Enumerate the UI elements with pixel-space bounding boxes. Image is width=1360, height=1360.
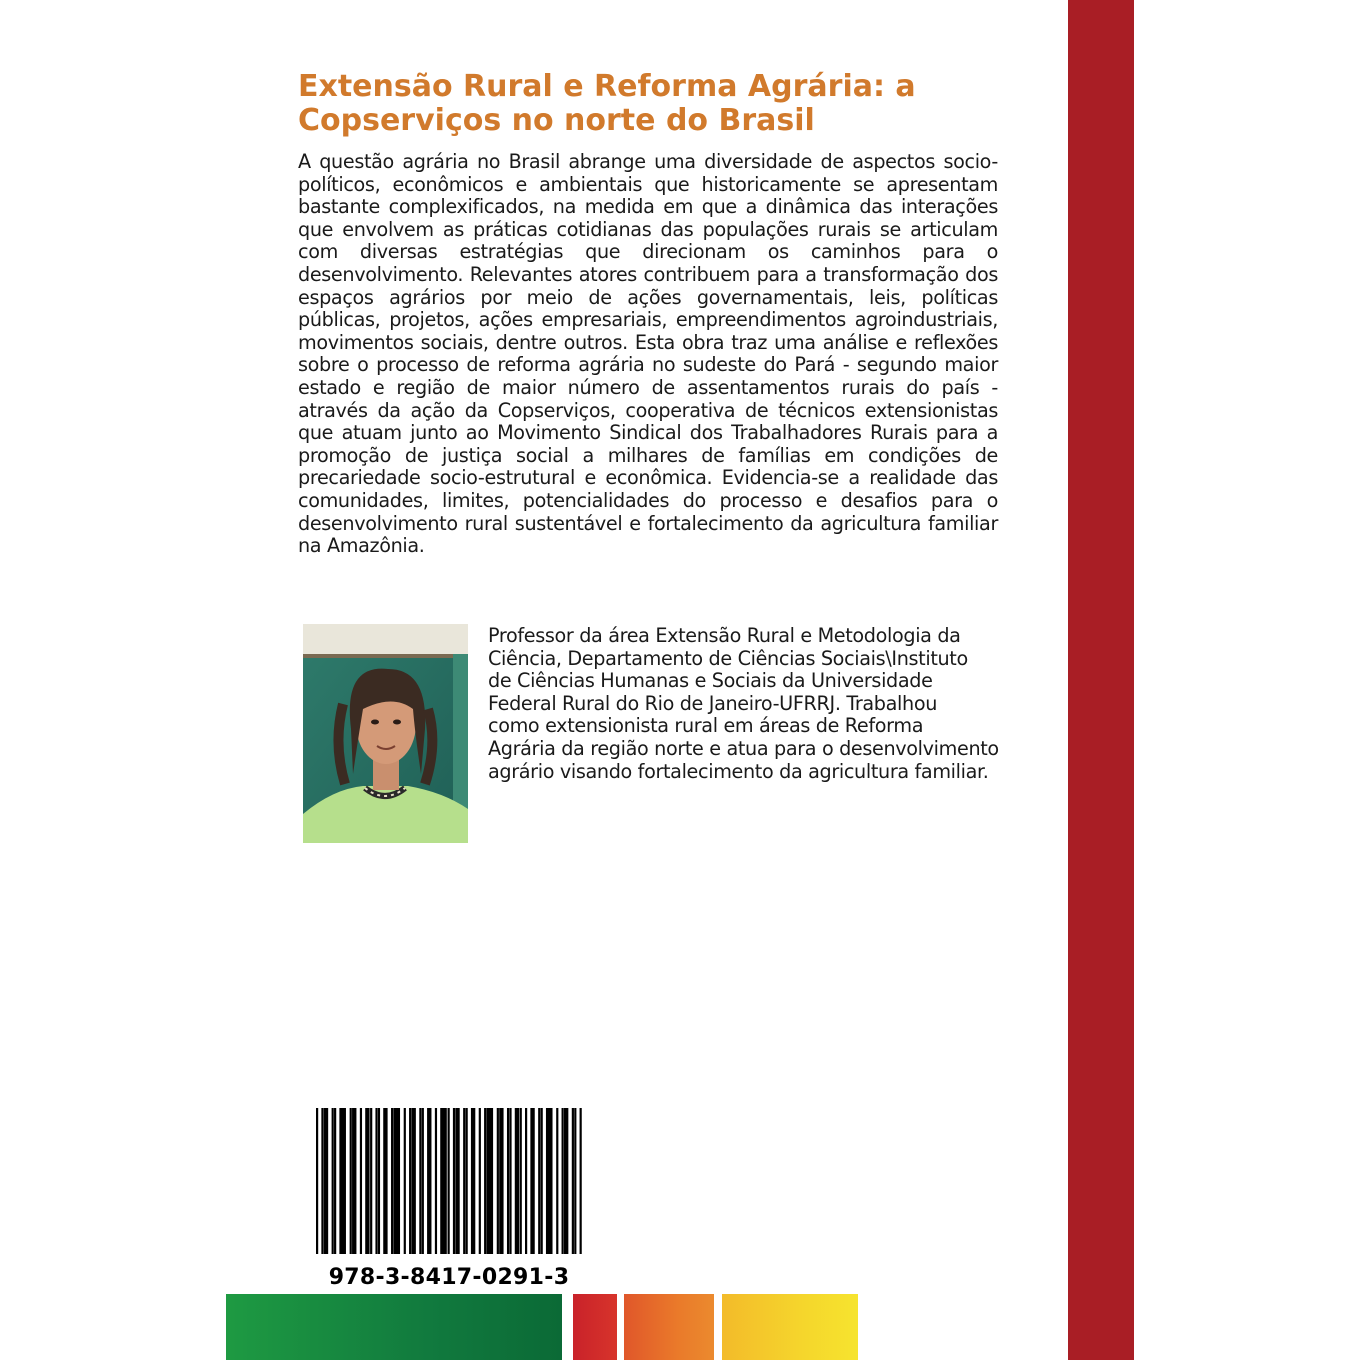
barcode-bar	[339, 1108, 346, 1254]
barcode-bar	[574, 1108, 576, 1254]
barcode-bar	[507, 1108, 509, 1254]
author-bio-line: de Ciências Humanas e Sociais da Universidade	[488, 669, 933, 693]
color-strip-yellow	[722, 1294, 858, 1360]
barcode-bar	[409, 1108, 411, 1254]
barcode-bar	[393, 1108, 400, 1254]
barcode-bar	[334, 1108, 336, 1254]
barcode-bar	[556, 1108, 558, 1254]
barcode-bar	[360, 1108, 362, 1254]
author-photo	[303, 624, 468, 843]
barcode-bar	[509, 1108, 511, 1254]
barcode-bar	[383, 1108, 387, 1254]
barcode-bar	[427, 1108, 431, 1254]
barcode-bar	[580, 1108, 582, 1254]
barcode-bar	[448, 1108, 450, 1254]
barcode-bar	[435, 1108, 437, 1254]
barcode-bar	[404, 1108, 406, 1254]
barcode-bar	[562, 1108, 564, 1254]
author-bio-line: como extensionista rural em áreas de Reforma	[488, 714, 924, 738]
barcode-bar	[411, 1108, 415, 1254]
author-bio-line: Federal Rural do Rio de Janeiro-UFRRJ. Trabalhou	[488, 691, 938, 715]
color-strip-red	[573, 1294, 617, 1360]
isbn-barcode	[316, 1108, 582, 1254]
barcode-bar	[453, 1108, 455, 1254]
barcode-bar	[538, 1108, 540, 1254]
author-bio	[488, 625, 1018, 783]
barcode-bar	[466, 1108, 468, 1254]
barcode-bar	[487, 1108, 494, 1254]
barcode-bar	[391, 1108, 393, 1254]
barcode-bar	[499, 1108, 503, 1254]
book-title-line-1: Extensão Rural e Reforma Agrária: a	[298, 69, 916, 104]
author-bio-line: Ciência, Departamento de Ciências Sociais\Instituto	[488, 646, 968, 670]
barcode-bar	[463, 1108, 465, 1254]
barcode-bar	[440, 1108, 447, 1254]
barcode-bar	[321, 1108, 323, 1254]
color-strip-green	[226, 1294, 562, 1360]
barcode-bar	[471, 1108, 475, 1254]
barcode-bar	[572, 1108, 574, 1254]
barcode-bar	[375, 1108, 377, 1254]
barcode-bar	[525, 1108, 527, 1254]
barcode-bar	[455, 1108, 459, 1254]
barcode-bar	[365, 1108, 369, 1254]
barcode-bar	[332, 1108, 334, 1254]
isbn-number: 978-3-8417-0291-3	[328, 1265, 570, 1290]
barcode-bar	[370, 1108, 372, 1254]
color-strip-orange	[624, 1294, 714, 1360]
book-spine	[1068, 0, 1134, 1360]
barcode-bar	[484, 1108, 486, 1254]
barcode-bar	[520, 1108, 522, 1254]
barcode-bar	[350, 1108, 352, 1254]
book-synopsis: A questão agrária no Brasil abrange uma diversidade de aspectos socio-políticos, econômicos e ambientais que historicamente se apresentam bastante complexificados, na medida em que a dinâmica das interações que envolvem as práticas cotidianas das populações rurais se articulam com diversas estratégias que direcionam os caminhos para o desenvolvimento. Relevantes atores contribuem para a transformação dos espaços agrários por meio de ações governamentais, leis, políticas públicas, projetos, ações empresariais, empreendimentos agroindustriais, movimentos sociais, dentre outros. Esta obra traz uma análise e reflexões sobre o processo de reforma agrária no sudeste do Pará - segundo maior estado e região de maior número de assentamentos rurais do país - através da ação da Copserviços, cooperativa de técnicos extensionistas que atuam junto ao Movimento Sindical dos Trabalhadores Rurais para a promoção de justiça social a milhares de famílias em condições de precariedade socio-estrutural e econômica. Evidencia-se a realidade das comunidades, limites, potencialidades do processo e desafios para o desenvolvimento rural sustentável e fortalecimento da agricultura familiar na Amazônia.	[298, 150, 998, 558]
barcode-bar	[515, 1108, 519, 1254]
barcode-bar	[422, 1108, 424, 1254]
author-portrait-icon	[303, 624, 468, 843]
barcode-bar	[352, 1108, 356, 1254]
barcode-bar	[530, 1108, 534, 1254]
book-title-line-2: Copserviços no norte do Brasil	[298, 103, 815, 138]
author-bio-line: Professor da área Extensão Rural e Metodologia da	[488, 624, 961, 647]
barcode-bar	[546, 1108, 553, 1254]
author-bio-line: Agrária da região norte e atua para o desenvolvimento	[488, 736, 999, 760]
book-title	[298, 70, 1018, 138]
barcode-bar	[378, 1108, 380, 1254]
barcode-bar	[497, 1108, 499, 1254]
barcode-bar	[564, 1108, 568, 1254]
author-bio-line: agrário visando fortalecimento da agricultura familiar.	[488, 759, 989, 783]
barcode-bar	[316, 1108, 318, 1254]
barcode-bar	[324, 1108, 328, 1254]
barcode-bar	[541, 1108, 543, 1254]
barcode-bar	[419, 1108, 421, 1254]
barcode-bar	[479, 1108, 481, 1254]
